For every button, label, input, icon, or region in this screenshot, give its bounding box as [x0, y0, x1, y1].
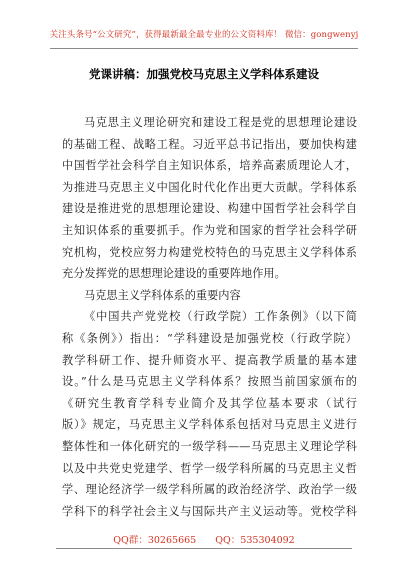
text-line: 究机构，党校应努力构建党校特色的马克思主义学科体系 [62, 245, 357, 259]
text-line: 称《条例》）指出：“学科建设是加强党校（行政学院） [62, 331, 357, 345]
text-line: 为推进马克思主义中国化时代化作出更大贡献。学科体系 [62, 180, 357, 194]
text-line: 以及中共党史党建学、哲学一级学科所属的马克思主义哲 [62, 461, 357, 475]
footer-divider [56, 548, 352, 549]
text-line: 充分发挥党的思想理论建设的重要阵地作用。 [62, 267, 286, 281]
text-line: 中国哲学社会科学自主知识体系，培养高素质理论人才， [62, 159, 357, 173]
text-line: 马克思主义理论研究和建设工程是党的思想理论建设 [84, 116, 357, 129]
text-line: 的基础工程、战略工程。习近平总书记指出，要加快构建 [62, 137, 357, 151]
text-line: 主知识体系的重要抓手。作为党和国家的哲学社会科学研 [62, 223, 357, 237]
section-subheading: 马克思主义学科体系的重要内容 [84, 288, 241, 302]
qq-group-number: QQ群：30265665 [113, 535, 197, 546]
document-body [62, 112, 357, 522]
paragraph [62, 306, 357, 522]
qq-number: QQ：535304092 [215, 535, 295, 546]
text-line: 学科下的科学社会主义与国际共产主义运动等。党校学科 [62, 504, 357, 518]
header-divider [50, 48, 358, 49]
document-title: 党课讲稿：加强党校马克思主义学科体系建设 [89, 67, 319, 81]
footer-contact [0, 532, 408, 546]
text-line: 版）》规定，马克思主义学科体系包括对马克思主义进行 [62, 418, 357, 432]
text-line: 建设是推进党的思想理论建设、构建中国哲学社会科学自 [62, 202, 357, 216]
header-banner: 关注头条号“公文研究”，获得最新最全最专业的公文资料库！ 微信：gongwenyj [49, 30, 359, 40]
paragraph [62, 112, 357, 285]
text-line: 设。”什么是马克思主义学科体系？按照当前国家颁布的 [62, 375, 357, 389]
text-line: 整体性和一体化研究的一级学科——马克思主义理论学科 [62, 439, 357, 453]
text-line: 《中国共产党党校（行政学院）工作条例》（以下简 [84, 310, 357, 324]
text-line: 《研究生教育学科专业简介及其学位基本要求（试行 [62, 396, 357, 410]
text-line: 学、理论经济学一级学科所属的政治经济学、政治学一级 [62, 483, 357, 497]
text-line: 教学科研工作、提升师资水平、提高教学质量的基本建 [62, 353, 357, 367]
